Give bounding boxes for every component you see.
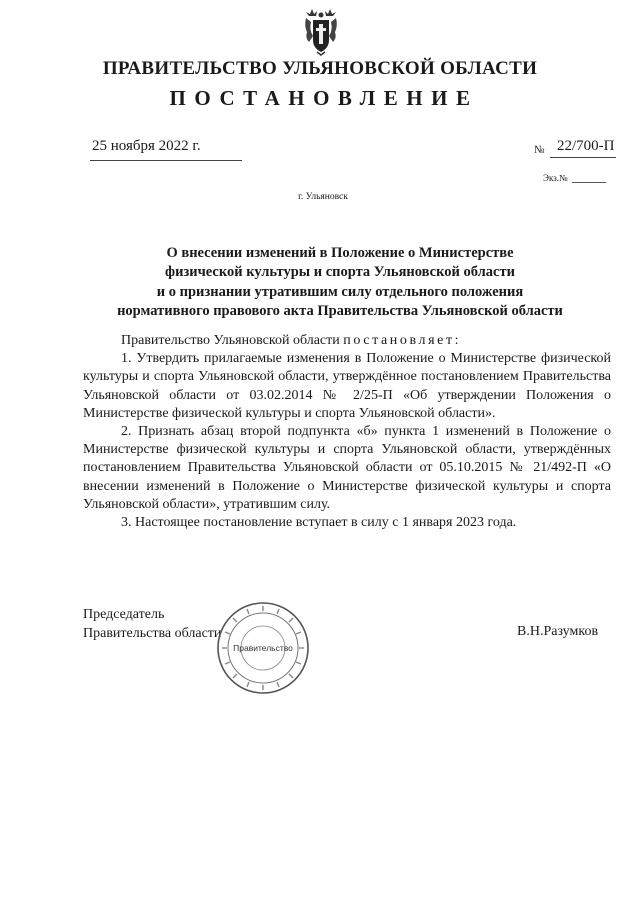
title-line: физической культуры и спорта Ульяновской области [165, 264, 515, 281]
intro-lead: Правительство Ульяновской области [121, 333, 344, 348]
title-line: нормативного правового акта Правительства Ульяновской области [117, 302, 563, 319]
date-underline [90, 160, 242, 161]
document-type: ПОСТАНОВЛЕНИЕ [169, 86, 479, 110]
position-line: Председатель [83, 607, 165, 622]
document-number: 22/700-П [557, 138, 615, 154]
number-underline [550, 157, 616, 158]
title-line: О внесении изменений в Положение о Министерстве [166, 245, 514, 261]
paragraph-2: 2. Признать абзац второй подпункта «б» пункта 1 изменений в Положение о Министерстве физической культуры и спорта Ульяновской области, утверждённых постановлением Правительства Ульяновской области от 05.10.2015 № 21/492-П «О внесении изменений в Положение о Министерстве физической культуры и спорта Ульяновской области», утратившим силу. [83, 424, 611, 512]
signatory-position [83, 605, 221, 643]
paragraph-1: 1. Утвердить прилагаемые изменения в Положение о Министерстве физической культуры и спорта Ульяновской области, утверждённое постановлением Правительства Ульяновской области от 03.02.2014 № 2/25-П «Об утверждении Положения о Министерстве физической культуры и спорта Ульяновской области». [83, 351, 611, 421]
document-date: 25 ноября 2022 г. [92, 138, 201, 154]
coat-of-arms-emblem [303, 6, 339, 56]
signatory-name: В.Н.Разумков [517, 624, 599, 639]
copy-label: Экз.№ [543, 173, 568, 183]
position-line: Правительства области [83, 626, 222, 641]
seal-center-text: Правительство [233, 643, 293, 653]
city-name: г. Ульяновск [298, 192, 348, 202]
title-line: и о признании утратившим силу отдельного положения [156, 283, 524, 300]
intro-paragraph [83, 332, 611, 350]
document-title [100, 244, 580, 321]
paragraph-3: 3. Настоящее постановление вступает в силу с 1 января 2023 года. [121, 515, 517, 531]
official-seal-stamp [215, 600, 311, 696]
copy-number-underline [572, 182, 606, 183]
number-sign: № [534, 144, 545, 156]
document-body [83, 332, 611, 532]
organization-name: ПРАВИТЕЛЬСТВО УЛЬЯНОВСКОЙ ОБЛАСТИ [102, 58, 538, 79]
intro-verb: постановляет: [343, 333, 462, 348]
